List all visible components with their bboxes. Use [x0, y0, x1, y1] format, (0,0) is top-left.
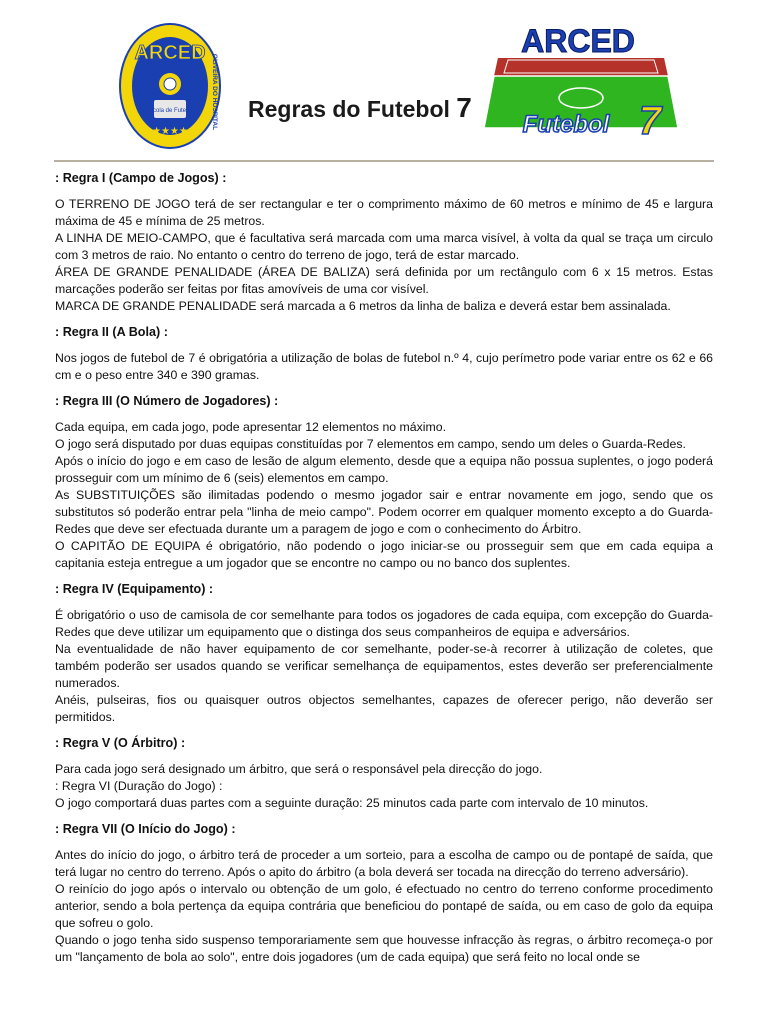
logo-number: 7 [638, 99, 662, 142]
rule-paragraph: Nos jogos de futebol de 7 é obrigatória a utilização de bolas de futebol n.º 4, cujo perímetro pode variar entre os 62 e 66 cm e o peso entre 340 e 390 gramas. [55, 351, 713, 382]
rule-paragraph: Após o início do jogo e em caso de lesão de algum elemento, desde que a equipa não possua suplentes, o jogo poderá prosseguir com um mínimo de 6 (seis) elementos em campo. [55, 454, 713, 485]
rule-section [55, 170, 713, 315]
title-text: Regras do Futebol [248, 96, 450, 122]
rule-paragraph: ÁREA DE GRANDE PENALIDADE (ÁREA DE BALIZA) será definida por um rectângulo com 6 x 15 metros. Estas marcações poderão ser feitas por fitas amovíveis de uma cor visível. [55, 265, 713, 296]
logo-title: ARCED [521, 23, 635, 59]
rule-section [55, 324, 713, 384]
badge-side-text: OLIVEIRA DO HOSPITAL [211, 53, 218, 131]
logo-futebol: Futebol [522, 111, 610, 138]
rule-heading: : Regra I (Campo de Jogos) : [55, 171, 227, 185]
rule-paragraph: O reinício do jogo após o intervalo ou obtenção de um golo, é efectuado no centro do terreno conforme procedimento anterior, sendo a bola pertença da equipa contrária que beneficiou do pontapé de saída, ou em caso de golo da equipa que sofreu o golo. [55, 882, 713, 930]
arced-badge-logo [118, 22, 222, 150]
rule-heading: : Regra III (O Número de Jogadores) : [55, 394, 279, 408]
rule-paragraph: Antes do início do jogo, o árbitro terá de proceder a um sorteio, para a escolha de campo ou de pontapé de saída, que terá lugar no centro do terreno. Após o apito do árbitro (a bola deverá ser tocada na direcção do terreno adversário). [55, 848, 713, 879]
rule-paragraph: O jogo comportará duas partes com a seguinte duração: 25 minutos cada parte com intervalo de 10 minutos. [55, 796, 649, 810]
title-number: 7 [456, 92, 472, 123]
page-title [248, 92, 472, 124]
arced-futebol7-logo [478, 18, 684, 142]
rule-paragraph: O jogo será disputado por duas equipas constituídas por 7 elementos em campo, sendo um deles o Guarda-Redes. [55, 437, 686, 451]
rule-section [55, 735, 713, 812]
rule-paragraph: Na eventualidade de não haver equipamento de cor semelhante, poder-se-à recorrer à utilização de coletes, que também poderão ser usados quando se verificar semelhança de equipamentos, estes deverão ser preferencialmente numerados. [55, 642, 713, 690]
rule-paragraph: O TERRENO DE JOGO terá de ser rectangular e ter o comprimento máximo de 60 metros e mínimo de 45 e largura máxima de 45 e mínima de 25 metros. [55, 197, 713, 228]
rule-paragraph: MARCA DE GRANDE PENALIDADE será marcada a 6 metros da linha de baliza e deverá estar bem assinalada. [55, 299, 671, 313]
rule-heading: : Regra IV (Equipamento) : [55, 582, 214, 596]
rules-body [55, 170, 713, 975]
rule-heading: : Regra II (A Bola) : [55, 325, 168, 339]
rule-heading: : Regra VII (O Início do Jogo) : [55, 822, 236, 836]
rule-paragraph: Quando o jogo tenha sido suspenso temporariamente sem que houvesse infracção às regras, o árbitro recomeça-o por um "lançamento de bola ao solo", entre dois jogadores (um de cada equipa) que será feito no local onde se [55, 933, 713, 964]
rule-paragraph: É obrigatório o uso de camisola de cor semelhante para todos os jogadores de cada equipa, com excepção do Guarda-Redes que deve utilizar um equipamento que o distinga dos seus companheiros de equipa e adversários. [55, 608, 713, 639]
document-header [0, 0, 768, 165]
rule-heading: : Regra V (O Árbitro) : [55, 736, 186, 750]
rule-paragraph: Para cada jogo será designado um árbitro, que será o responsável pela direcção do jogo. [55, 762, 543, 776]
header-divider [54, 160, 714, 162]
rule-paragraph: Cada equipa, em cada jogo, pode apresentar 12 elementos no máximo. [55, 420, 447, 434]
rule-section [55, 581, 713, 726]
rule-paragraph: : Regra VI (Duração do Jogo) : [55, 779, 223, 793]
rule-paragraph: As SUBSTITUIÇÕES são ilimitadas podendo o mesmo jogador sair e entrar novamente em jogo, sendo que os substitutos só poderão entrar pela "linha de meio campo". Podem ocorrer em qualquer momento excepto a do Guarda-Redes que deve ser efectuada durante um a paragem de jogo e com o conhecimento do Árbitro. [55, 488, 713, 536]
rule-paragraph: Anéis, pulseiras, fios ou quaisquer outros objectos semelhantes, capazes de oferecer perigo, não deverão ser permitidos. [55, 693, 713, 724]
rule-paragraph: O CAPITÃO DE EQUIPA é obrigatório, não podendo o jogo iniciar-se ou prosseguir sem que em cada equipa a capitania esteja entregue a um jogador que se encontre no campo ou no banco dos suplentes. [55, 539, 713, 570]
rule-paragraph: A LINHA DE MEIO-CAMPO, que é facultativa será marcada com uma marca visível, à volta da qual se traça um circulo com 3 metros de raio. No entanto o centro do terreno de jogo, terá de estar marcado. [55, 231, 713, 262]
badge-ring-text: Escola de Futebol [145, 108, 195, 114]
rule-section [55, 821, 713, 966]
badge-title: ARCED [134, 42, 206, 64]
svg-text:★★★★: ★★★★ [152, 126, 188, 137]
rule-section [55, 393, 713, 572]
